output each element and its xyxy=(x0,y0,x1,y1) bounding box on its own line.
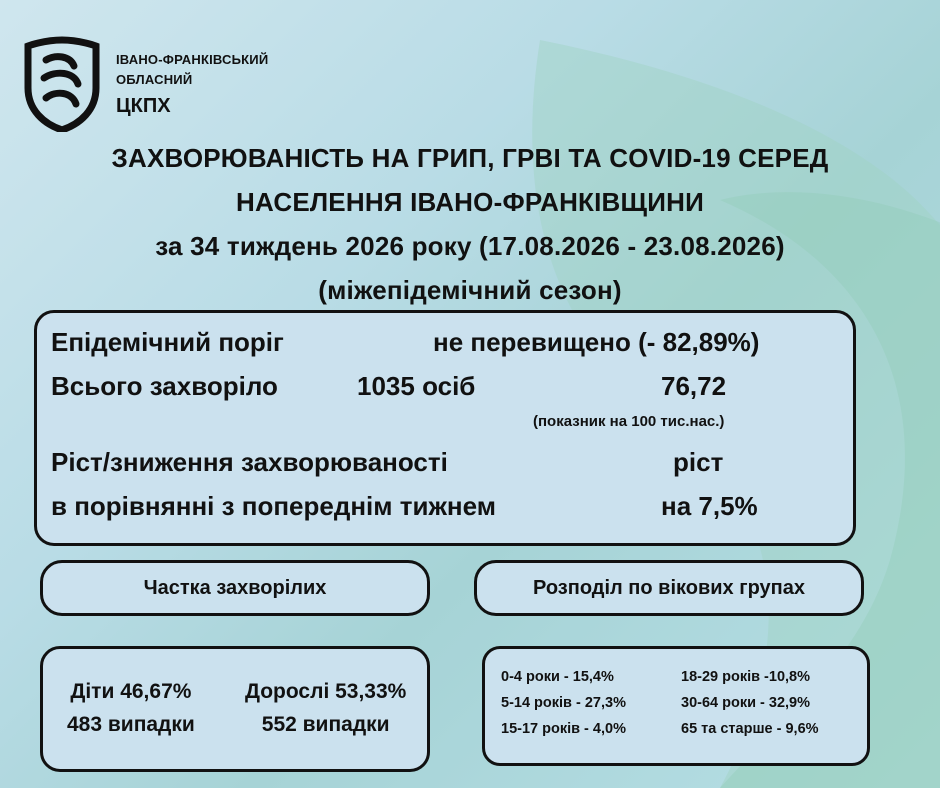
threshold-label: Епідемічний поріг xyxy=(51,327,284,357)
title-line-3: за 34 тиждень 2026 року (17.08.2026 - 23.08.2026) xyxy=(155,231,785,261)
adults-cases: 552 випадки xyxy=(261,713,390,736)
total-rate: 76,72 xyxy=(661,371,727,401)
age-group-item: 0-4 роки - 15,4% xyxy=(501,669,614,685)
title-line-4: (міжепідемічний сезон) xyxy=(318,275,622,305)
logo-text xyxy=(116,50,268,120)
logo xyxy=(22,36,322,136)
rate-note: (показник на 100 тис.нас.) xyxy=(533,413,725,430)
logo-line-1: ІВАНО-ФРАНКІВСЬКИЙ xyxy=(116,52,269,67)
age-groups-heading: Розподіл по вікових групах xyxy=(474,560,864,616)
share-heading: Частка захворілих xyxy=(40,560,430,616)
age-group-item: 30-64 роки - 32,9% xyxy=(681,695,810,711)
title-line-2: НАСЕЛЕННЯ ІВАНО-ФРАНКІВЩИНИ xyxy=(236,187,704,217)
adults-share xyxy=(245,675,406,741)
share-box xyxy=(40,646,430,772)
age-group-item: 15-17 років - 4,0% xyxy=(501,721,626,737)
children-share xyxy=(67,675,195,741)
change-label-2: в порівнянні з попереднім тижнем xyxy=(51,491,496,521)
change-value-2: на 7,5% xyxy=(661,491,758,521)
title-line-1: ЗАХВОРЮВАНІСТЬ НА ГРИП, ГРВІ ТА COVID-19 СЕРЕД xyxy=(111,143,829,173)
logo-line-2: ОБЛАСНИЙ xyxy=(116,72,193,87)
change-value-1: ріст xyxy=(673,447,724,477)
children-cases: 483 випадки xyxy=(67,713,195,736)
adults-label: Дорослі 53,33% xyxy=(245,680,407,703)
change-label-1: Ріст/зниження захворюваності xyxy=(51,447,448,477)
threshold-value: не перевищено (- 82,89%) xyxy=(433,327,760,357)
total-label: Всього захворіло xyxy=(51,371,278,401)
children-label: Діти 46,67% xyxy=(70,680,192,703)
logo-emblem-icon xyxy=(22,36,102,132)
total-count: 1035 осіб xyxy=(357,371,476,401)
summary-panel xyxy=(34,310,856,546)
age-group-item: 18-29 років -10,8% xyxy=(681,669,810,685)
age-group-item: 5-14 років - 27,3% xyxy=(501,695,626,711)
age-group-item: 65 та старше - 9,6% xyxy=(681,721,819,737)
logo-abbreviation: ЦКПХ xyxy=(116,95,171,117)
age-groups-box xyxy=(482,646,870,766)
